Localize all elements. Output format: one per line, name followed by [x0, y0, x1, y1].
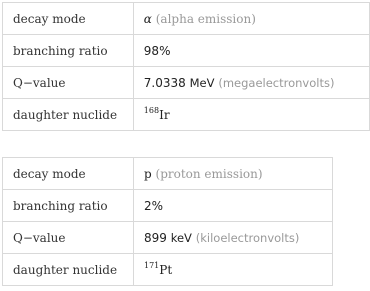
q-value-unit: MeV — [189, 75, 215, 90]
daughter-nuclide-value — [133, 99, 369, 131]
table-row — [3, 190, 333, 222]
table-row — [3, 35, 370, 67]
table-row — [3, 99, 370, 131]
daughter-nuclide-label: daughter nuclide — [3, 254, 134, 286]
decay-mode-label: decay mode — [3, 3, 134, 35]
element-symbol: Ir — [159, 107, 170, 122]
proton-decay-table — [2, 157, 333, 286]
daughter-nuclide-label: daughter nuclide — [3, 99, 134, 131]
decay-mode-symbol: p — [144, 166, 152, 181]
decay-mode-value — [134, 158, 333, 190]
table-row — [3, 158, 333, 190]
branching-ratio-label: branching ratio — [3, 35, 134, 67]
element-symbol: Pt — [159, 262, 173, 277]
table-row — [3, 254, 333, 286]
q-value-unit-name: (kiloelectronvolts) — [195, 230, 300, 245]
alpha-decay-table — [2, 2, 370, 131]
decay-mode-label: decay mode — [3, 158, 134, 190]
q-value-label: Q−value — [3, 67, 134, 99]
table-row — [3, 222, 333, 254]
decay-mode-value — [133, 3, 369, 35]
q-value-unit-name: (megaelectronvolts) — [218, 75, 335, 90]
q-value-number: 899 — [144, 230, 167, 245]
q-value-label: Q−value — [3, 222, 134, 254]
branching-ratio-label: branching ratio — [3, 190, 134, 222]
mass-number: 171 — [144, 260, 160, 270]
table-row — [3, 3, 370, 35]
branching-ratio-value: 98% — [133, 35, 369, 67]
q-value-value — [134, 222, 333, 254]
branching-ratio-value: 2% — [134, 190, 333, 222]
q-value-number: 7.0338 — [143, 75, 186, 90]
decay-mode-note: (alpha emission) — [155, 11, 256, 26]
q-value-value — [133, 67, 369, 99]
decay-mode-symbol: α — [143, 11, 152, 26]
q-value-unit: keV — [170, 230, 192, 245]
mass-number: 168 — [143, 105, 160, 115]
table-row — [3, 67, 370, 99]
daughter-nuclide-value — [134, 254, 333, 286]
decay-mode-note: (proton emission) — [155, 166, 263, 181]
